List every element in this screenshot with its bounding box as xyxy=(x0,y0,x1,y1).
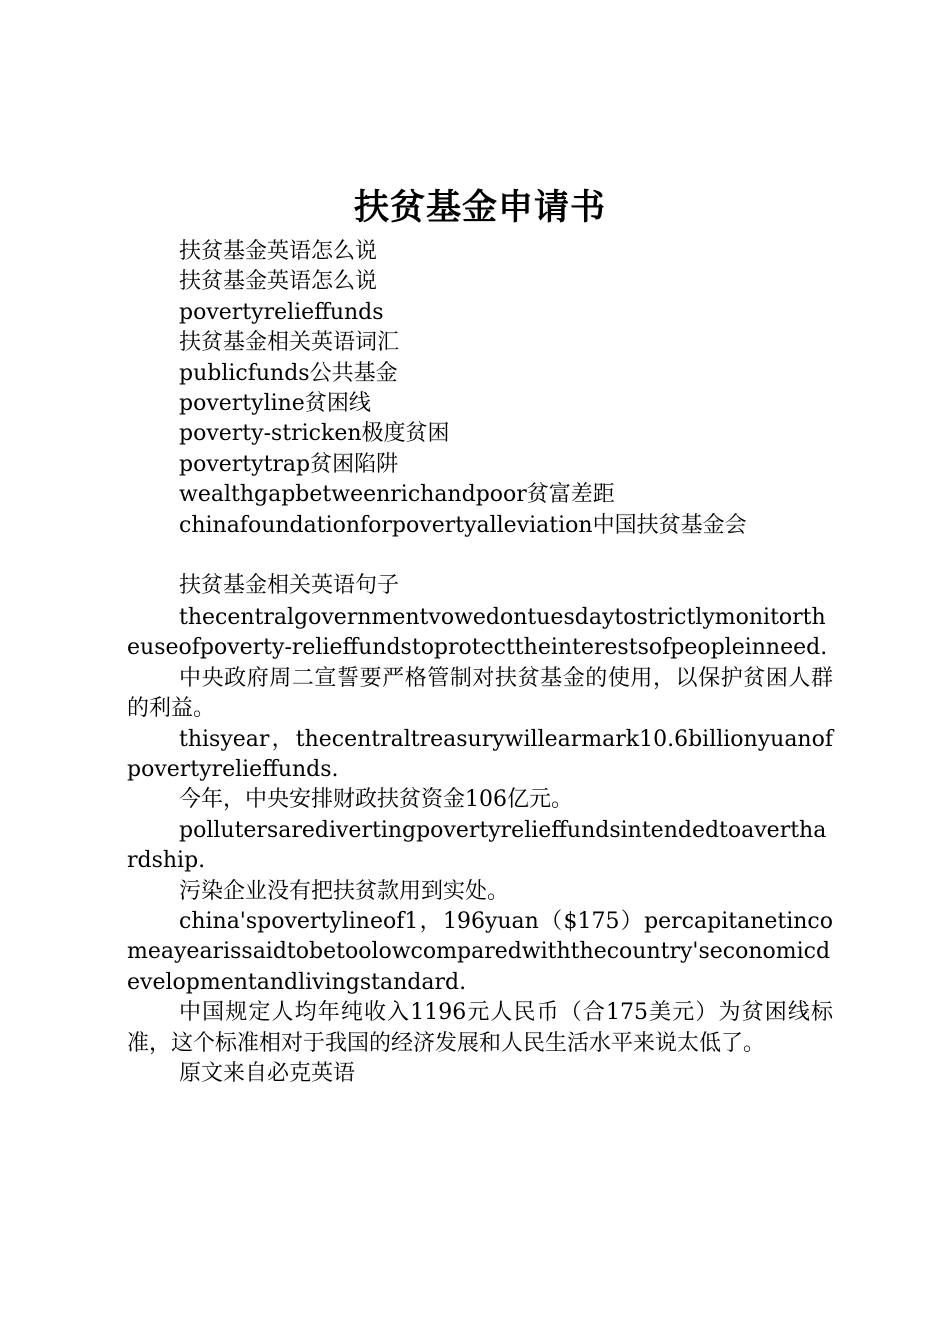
vocab-line: 扶贫基金英语怎么说 xyxy=(179,239,378,264)
vocab-line: 扶贫基金相关英语词汇 xyxy=(179,330,400,356)
vocab-line: chinafoundationforpovertyalleviation中国扶贫基金会 xyxy=(179,512,747,538)
vocab-line: povertyline贫困线 xyxy=(179,390,371,416)
vocab-line: 扶贫基金英语怎么说 xyxy=(179,269,378,295)
paragraph: 污染企业没有把扶贫款用到实处。 xyxy=(179,878,510,904)
vocab-line: povertytrap贫困陷阱 xyxy=(179,451,399,477)
vocabulary-list xyxy=(179,237,747,602)
vocab-line: poverty-stricken极度贫困 xyxy=(179,421,450,447)
paragraph: 中国规定人均年纯收入1196元人民币（合175美元）为贫困线标准，这个标准相对于我国的经济发展和人民生活水平来说太低了。 xyxy=(127,1000,833,1056)
paragraph: 原文来自必克英语 xyxy=(179,1061,356,1087)
paragraph: china'spovertylineof1，196yuan（$175）percapitanetincomeayearissaidtobetoolowcomparedwiththecountry'seconomicdevelopmentandlivingstandard. xyxy=(127,909,833,995)
paragraph: pollutersaredivertingpovertyrelieffundsintendedtoaverthardship. xyxy=(127,817,827,874)
vocab-line: povertyrelieffunds xyxy=(179,299,384,325)
paragraph: thisyear，thecentraltreasurywillearmark10.6billionyuanofpovertyrelieffunds. xyxy=(127,726,833,783)
sentences-heading: 扶贫基金相关英语句子 xyxy=(179,573,400,599)
paragraph: thecentralgovernmentvowedontuesdaytostrictlymonitortheuseofpoverty-relieffundstoprotecttheinterestsofpeopleinneed. xyxy=(127,605,828,661)
vocab-line: wealthgapbetweenrichandpoor贫富差距 xyxy=(179,482,615,508)
paragraph: 今年，中央安排财政扶贫资金106亿元。 xyxy=(179,787,573,813)
document-title: 扶贫基金申请书 xyxy=(353,187,606,228)
example-sentences xyxy=(127,603,833,1090)
paragraph: 中央政府周二宣誓要严格管制对扶贫基金的使用，以保护贫困人群的利益。 xyxy=(127,665,833,722)
blank-line xyxy=(179,541,747,571)
vocab-line: publicfunds公共基金 xyxy=(179,360,398,386)
